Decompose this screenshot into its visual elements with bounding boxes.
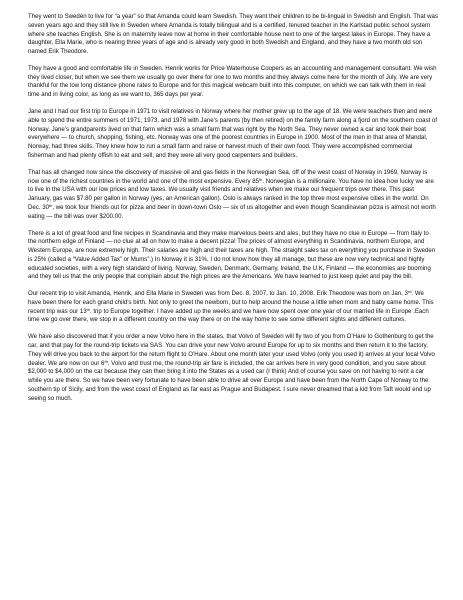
text-run: There is a lot of great food and fine recipes in Scandinavia and they make marvelous beers and ales, but they have no clue in Europe — from Italy to the northern edge of Finland — no clue at all on how to make a decent pizza! The prices of almost everything in Scandinavia, northern Europe, and Western Europe, are now extremely high. Their salaries are high and their taxes are high. The straight sales tax on everything you purchase in Sweden is 25% (called a “Value Added Tax” or Mums”.) In Norway it is 31%. I do not know how they all manage, but these are now very technical and highly educated societies, with a very high standard of living. Norway, Sweden, Denmark, Germany, Ireland, the U.K, Finland — the economies are booming and they tell us that the only people that complain about the high prices are the Americans. We have learned to just keep quiet and pay the bill.: [28, 229, 436, 281]
text-run: Our recent trip to visit Amanda, Henrik, and Ella Marie in Sweden was from Dec. 8, 2007, to Jan. 10, 2008. Erik Theodore was born on Jan. 3: [28, 290, 408, 298]
paragraph-volvo-delivery: [28, 333, 438, 403]
ordinal-suffix: th: [49, 202, 53, 208]
ordinal-suffix: th: [86, 306, 90, 312]
ordinal-suffix: rd: [407, 289, 412, 295]
text-run: They have a good and comfortable life in Sweden. Henrik works for Price Waterhouse Coopers as an accounting and management consultant. We wish they lived closer, but when we see them we usually go over there for one to two months and they always come here for the month of July. We are very thankful for the low long distance phone rates to Europe and for this magical webcam built into this computer, on which we can talk with them in real time and in living color, as long as we want to, 365 days per year.: [28, 64, 437, 99]
text-run: We have also discovered that if you order a new Volvo here in the states, that Volvo of Sweden will fly two of you from O’Hare to Gothenburg to get the car, and that pay for the round-trip tickets via SAS. You can drive your new Volvo around Europe for up to six months and then return it to the factory. They will drive you back to the airport for the return flight to O’Hare. About one month later your used Volvo (only you used it) arrives at your local Volvo dealer. We are now on our 6: [28, 333, 435, 367]
text-run: . Norwegian is a millionaire. You have no idea how lucky we are to live in the USA with our low prices and low taxes. We usually visit friends and relatives when we make our frequent trips over there. This past January, gas was $7.80 per gallon in Norway (yes, an American gallon). Oslo is always ranked in the top three most expensive cities in the world. On Dec. 30: [28, 177, 434, 211]
text-run: That has all changed now since the discovery of massive oil and gas fields in the Norwegian Sea, off of the west coast of Norway in 1969. Norway is now one of the richest countries in the world and one of the most expensive. Every 85: [28, 168, 428, 185]
ordinal-suffix: th: [259, 176, 263, 182]
paragraph-food-and-prices: [28, 230, 438, 283]
text-run: . We have been there for each grand child’s birth. Not only to greet the newborn, but to help around the house a little when mom and baby came home. This recent trip was our 13: [28, 290, 434, 315]
paragraph-life-in-sweden: [28, 65, 438, 100]
paragraph-recent-trip: [28, 290, 438, 325]
text-run: , we took four friends out for pizza and beer in down-town Oslo — six of us altogether and even though Scandinavian pizza is almost not worth eating — the bill was over $200.00.: [28, 203, 436, 220]
text-run: Jane and I had our first trip to Europe in 1971 to visit relatives in Norway where her mother grew up to the age of 18. We were teachers then and were able to spend the entire summers of 1971, 1973, and 1978 with Jane’s parents (by then retired) on the family farm along a fjord on the southern coast of Norway. Jane’s grandparents lived on that farm which was a small farm that was right by the North Sea. They never owned a car and took their boat everywhere — to church, shopping, fishing, etc. Norway was one of the poorest countries in Europe in 1900. Most of the men in that area of Mandal, Norway, had three skills. They knew how to run a small farm and raise or harvest much of their own food. They were accomplished commercial fisherman and had plenty offish to eat and sell, and they were all very good carpenters and builders.: [28, 108, 438, 159]
text-run: . trip to Europe together. I have added up the weeks and we have now spent over one year of our married life in Europe .Each time we go over there, we stop in a different country on the way there or on the way home to see some different sights and different cultures.: [28, 307, 429, 324]
paragraph-norway-oil: [28, 169, 438, 222]
ordinal-suffix: th: [104, 358, 108, 364]
text-run: . Volvo and trust me, the round-trip air fare is included, the car arrives here in very good condition, and you save about $2,000 to $4,000 on the car because they can then bring it into the States as a used car (I think) And of course you save on not having to rent a car while you are there. So we have been very fortunate to have been able to drive all over Europe and have been from the North Cape of Norway to the southern tip of Sicily, and from the west coast of England as far east as Prague and Budapest. I sure never dreamed that a kid from Taft would end up seeing so much.: [28, 359, 431, 402]
paragraph-first-trip-norway: [28, 108, 438, 161]
paragraph-amanda-sweden: [28, 13, 438, 57]
text-run: They went to Sweden to live for “a year” so that Amanda could learn Swedish. They want their children to be bi-lingual in Swedish and English. That was seven years ago and they still live in Sweden where Amanda is totally bilingual and is a certified, tenured teacher in the Karlstad public school system where she teaches English. She is on maternity leave now at home in their comfortable house next to one of the largest lakes in Europe. They have a daughter, Ella Marie, who is nearing three years of age and is already very good in both Swedish and England, and they have a two month old son named Erik Theodore.: [28, 13, 438, 55]
